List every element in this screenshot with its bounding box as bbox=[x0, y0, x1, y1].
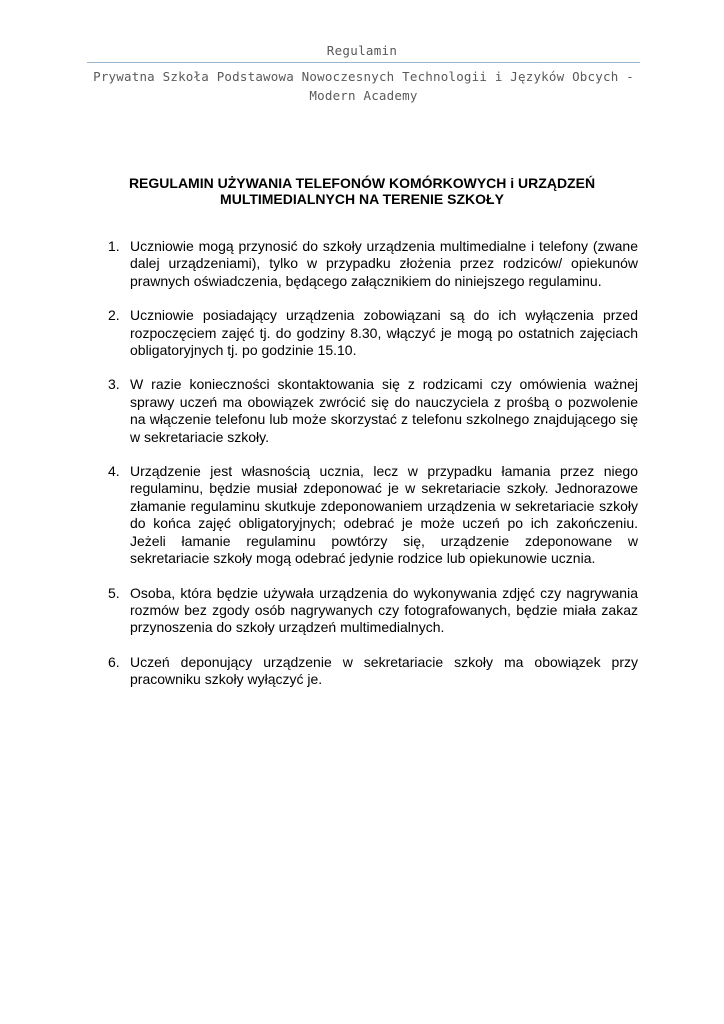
rule-number: 1. bbox=[108, 238, 120, 254]
rule-text: Urządzenie jest własnością ucznia, lecz w przypadku łamania przez niego regulaminu, będzie musiał zdeponować je w sekretariacie szkoły. Jednorazowe złamanie regulaminu skutkuje zdeponowaniem urządzenia w sekretariacie szkoły do końca zajęć obligatoryjnych; odebrać je może uczeń po ich zakończeniu. Jeżeli łamanie regulaminu powtórzy się, urządzenie zdeponowane w sekretariacie szkoły mogą odebrać jedynie rodzice lub opiekunowie ucznia. bbox=[130, 463, 638, 567]
header-divider bbox=[87, 62, 640, 63]
list-item bbox=[108, 585, 638, 637]
rule-number: 5. bbox=[108, 584, 120, 601]
rule-text: W razie konieczności skontaktowania się z rodzicami czy omówienia ważnej sprawy uczeń ma obowiązek zwrócić się do nauczyciela z prośbą o pozwolenie na włączenie telefonu lub może skorzystać z telefonu szkolnego znajdującego się w sekretariacie szkoły. bbox=[130, 376, 638, 445]
header-school-name: Prywatna Szkoła Podstawowa Nowoczesnych Technologii i Języków Obcych - Modern Academy bbox=[93, 69, 634, 103]
rule-text: Uczeń deponujący urządzenie w sekretariacie szkoły ma obowiązek przy pracowniku szkoły wyłączyć je. bbox=[130, 653, 638, 688]
rule-number: 6. bbox=[108, 653, 120, 670]
rule-text: Osoba, która będzie używała urządzenia do wykonywania zdjęć czy nagrywania rozmów bez zgody osób nagrywanych czy fotografowanych, będzie miała zakaz przynoszenia do szkoły urządzeń multimedialnych. bbox=[130, 584, 638, 636]
rule-number: 3. bbox=[108, 376, 120, 393]
list-item bbox=[108, 307, 638, 359]
header-title: Regulamin bbox=[326, 43, 398, 58]
document-title: REGULAMIN UŻYWANIA TELEFONÓW KOMÓRKOWYCH i URZĄDZEŃ MULTIMEDIALNYCH NA TERENIE SZKOŁY bbox=[128, 175, 596, 207]
rule-number: 2. bbox=[108, 307, 120, 324]
list-item bbox=[108, 654, 638, 689]
rule-text: Uczniowie mogą przynosić do szkoły urządzenia multimedialne i telefony (zwane dalej urządzeniami), tylko w przypadku złożenia przez rodziców/ opiekunów prawnych oświadczenia, będącego załącznikiem do niniejszego regulaminu. bbox=[130, 238, 638, 289]
list-item bbox=[108, 238, 638, 290]
rule-text: Uczniowie posiadający urządzenia zobowiązani są do ich wyłączenia przed rozpoczęciem zajęć tj. do godziny 8.30, włączyć je mogą po ostatnich zajęciach obligatoryjnych tj. po godzinie 15.10. bbox=[130, 307, 638, 359]
list-item bbox=[108, 463, 638, 567]
list-item bbox=[108, 376, 638, 446]
rules-list bbox=[108, 238, 638, 706]
rule-number: 4. bbox=[108, 463, 120, 480]
